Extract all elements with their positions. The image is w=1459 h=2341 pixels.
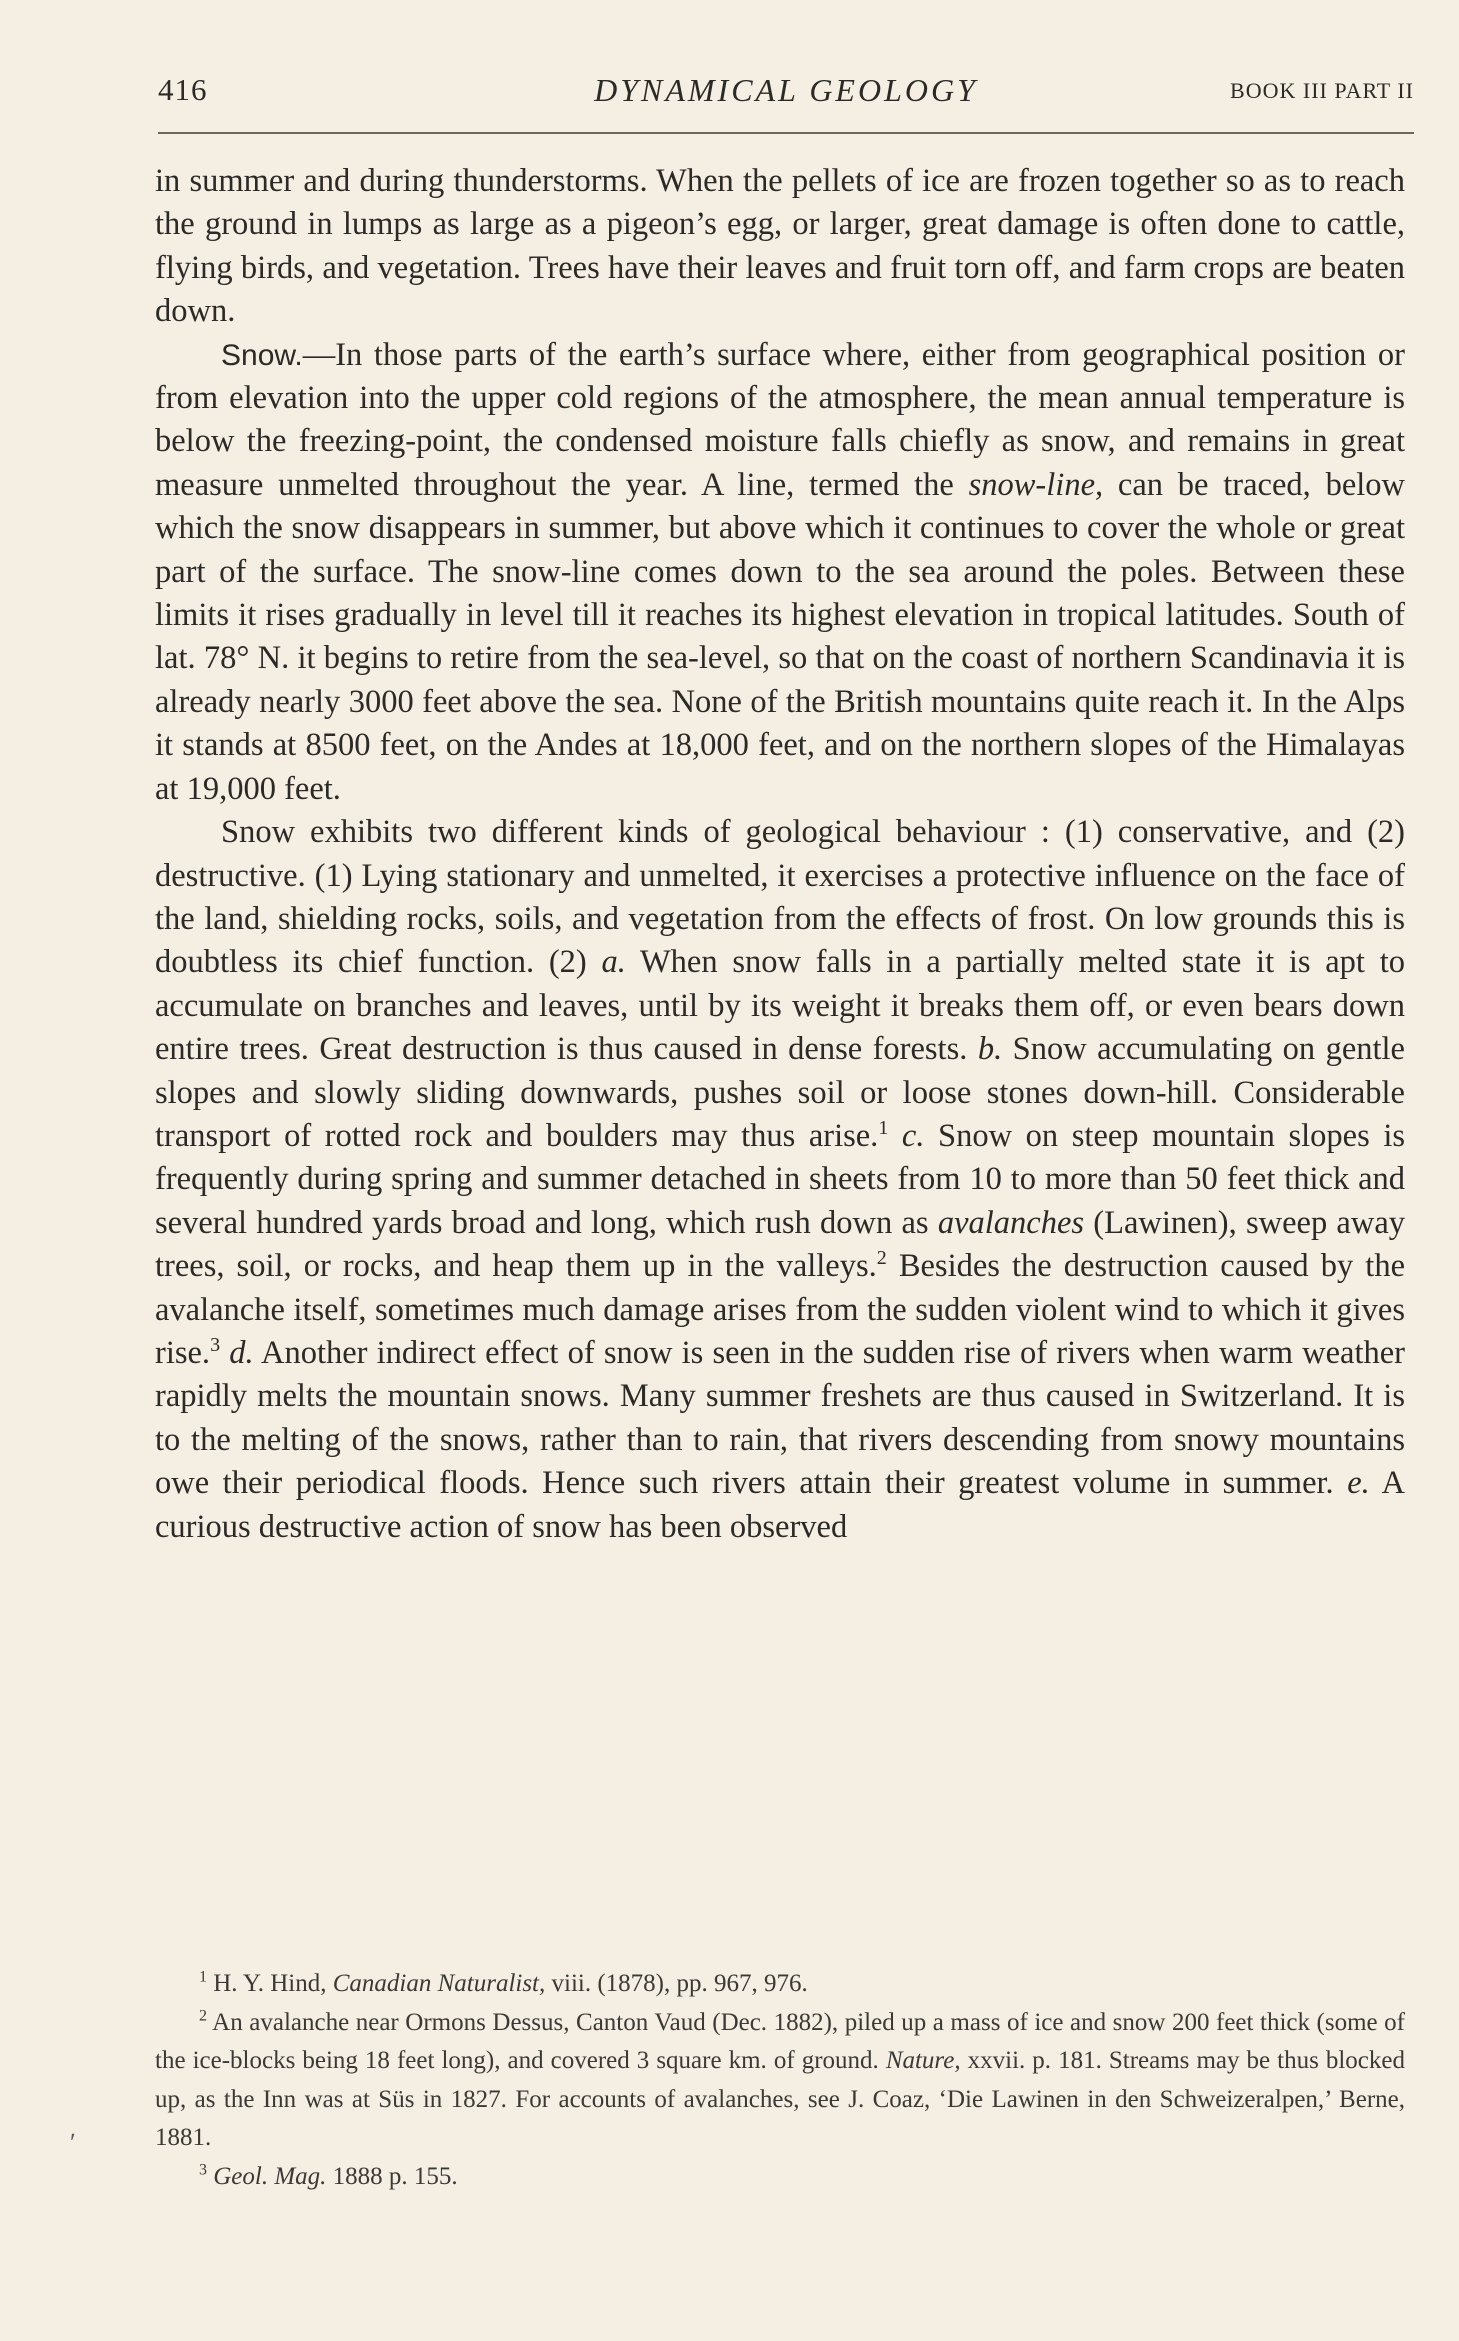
footnote-3-title: Geol. Mag.: [213, 2162, 327, 2190]
footnote-1-title: Canadian Naturalist,: [332, 1970, 546, 1997]
p3-sentence-8: A curious destructive action of snow has been observed: [155, 1465, 1405, 1545]
footnote-1: [155, 1965, 1405, 2004]
p3-sentence-3: Snow accumulating on gentle slopes and slowly sliding downwards, pushes soil or loose stones down-hill. Considerable transport of rotted rock and boulders may thus arise.: [155, 1031, 1405, 1154]
running-title: DYNAMICAL GEOLOGY: [594, 72, 978, 108]
p3-sentence-2: When snow falls in a partially melted state it is apt to accumulate on branches and leaves, until by its weight it breaks them off, or even bears down entire trees. Great destruction is thus caused in dense forests.: [155, 944, 1405, 1068]
footnote-ref-3[interactable]: 3: [210, 1334, 221, 1357]
footnote-2-text: An avalanche near Ormons Dessus, Canton Vaud (Dec. 1882), piled up a mass of ice and snow 200 feet thick (some of the ice-blocks being 18 feet long), and covered 3 square km. of ground.: [155, 2008, 1406, 2074]
footnote-mark-2: 2: [199, 2007, 207, 2025]
p3-label-b: b.: [977, 1031, 1003, 1068]
paragraph-2-text-b: can be traced, below which the snow disappears in summer, but above which it continues to cover the whole or great part of the surface. The snow-line comes down to the sea around the poles. Between these limits it rises gradually in level till it reaches its highest elevation in tropical latitudes. South of lat. 78° N. it begins to retire from the sea-level, so that on the coast of northern Scandinavia it is already nearly 3000 feet above the sea. None of the British mountains quite reach it. In the Alps it stands at 8500 feet, on the Andes at 18,000 feet, and on the northern slopes of the Himalayas at 19,000 feet.: [155, 466, 1405, 807]
footnote-2-citation: xxvii. p. 181. Streams may be thus blocked up, as the Inn was at Süs in 1827. For accounts of avalanches, see J. Coaz, ‘Die Lawinen in den Schweizeralpen,’ Berne, 1881.: [155, 2047, 1406, 2151]
footnote-3-citation: 1888 p. 155.: [326, 2162, 458, 2190]
p3-sentence-6: Besides the destruction caused by the avalanche itself, sometimes much damage arises from the sudden violent wind to which it gives rise.: [155, 1248, 1405, 1371]
term-snow-line: snow-line,: [968, 466, 1104, 503]
paragraph-snow: [155, 334, 1405, 811]
footnote-3: [155, 2158, 1405, 2197]
p3-label-c: c.: [901, 1117, 925, 1154]
footnote-1-citation: viii. (1878), pp. 967, 976.: [545, 1970, 808, 1997]
footnote-2: [155, 2004, 1405, 2158]
p3-label-a: a.: [601, 944, 626, 981]
footnotes: [155, 1965, 1405, 2196]
footnote-mark-1: 1: [199, 1968, 207, 1986]
footnote-1-text: H. Y. Hind,: [213, 1970, 333, 1997]
footnote-2-title: Nature,: [885, 2047, 961, 2074]
p3-sentence-5: (Lawinen), sweep away trees, soil, or rocks, and heap them up in the valleys.: [155, 1204, 1406, 1285]
book-part-label: BOOK III PART II: [1230, 78, 1414, 103]
main-text: [155, 160, 1405, 1549]
paragraph-snow-behaviour: [155, 811, 1405, 1549]
p3-sentence-4: Snow on steep mountain slopes is frequently during spring and summer detached in sheets from 10 to more than 50 feet thick and several hundred yards broad and long, which rush down as: [155, 1117, 1406, 1241]
header-rule: [158, 132, 1414, 134]
footnote-mark-3: 3: [199, 2161, 207, 2179]
p3-sentence-1: Snow exhibits two different kinds of geological behaviour : (1) conservative, and (2) destructive. (1) Lying stationary and unmelted, it exercises a protective influence on the face of the land, shielding rocks, soils, and vegetation from the effects of frost. On low grounds this is doubtless its chief function. (2): [155, 814, 1405, 981]
section-heading-snow: Snow.: [221, 338, 303, 372]
p3-label-d: d.: [229, 1334, 254, 1371]
paragraph-1-text: in summer and during thunderstorms. When the pellets of ice are frozen together so as to reach the ground in lumps as large as a pigeon’s egg, or larger, great damage is often done to cattle, flying birds, and vegetation. Trees have their leaves and fruit torn off, and farm crops are beaten down.: [155, 163, 1405, 330]
term-avalanches: avalanches: [937, 1204, 1085, 1241]
running-header: [158, 72, 1414, 116]
footnote-ref-2[interactable]: 2: [876, 1247, 887, 1270]
p3-sentence-7: Another indirect effect of snow is seen in the sudden rise of rivers when warm weather rapidly melts the mountain snows. Many summer freshets are thus caused in Switzerland. It is to the melting of the snows, rather than to rain, that rivers descending from snowy mountains owe their periodical floods. Hence such rivers attain their greatest volume in summer.: [155, 1334, 1405, 1502]
p3-label-e: e.: [1347, 1465, 1370, 1502]
page-number: 416: [158, 72, 208, 107]
paragraph-2-text-a: —In those parts of the earth’s surface where, either from geographical position or from elevation into the upper cold regions of the atmosphere, the mean annual temperature is below the freezing-point, the condensed moisture falls chiefly as snow, and remains in great measure unmelted throughout the year. A line, termed the: [155, 336, 1405, 503]
paragraph-hail-continuation: [155, 160, 1405, 334]
margin-mark: ʹ: [70, 2128, 76, 2157]
footnote-ref-1[interactable]: 1: [878, 1117, 889, 1140]
